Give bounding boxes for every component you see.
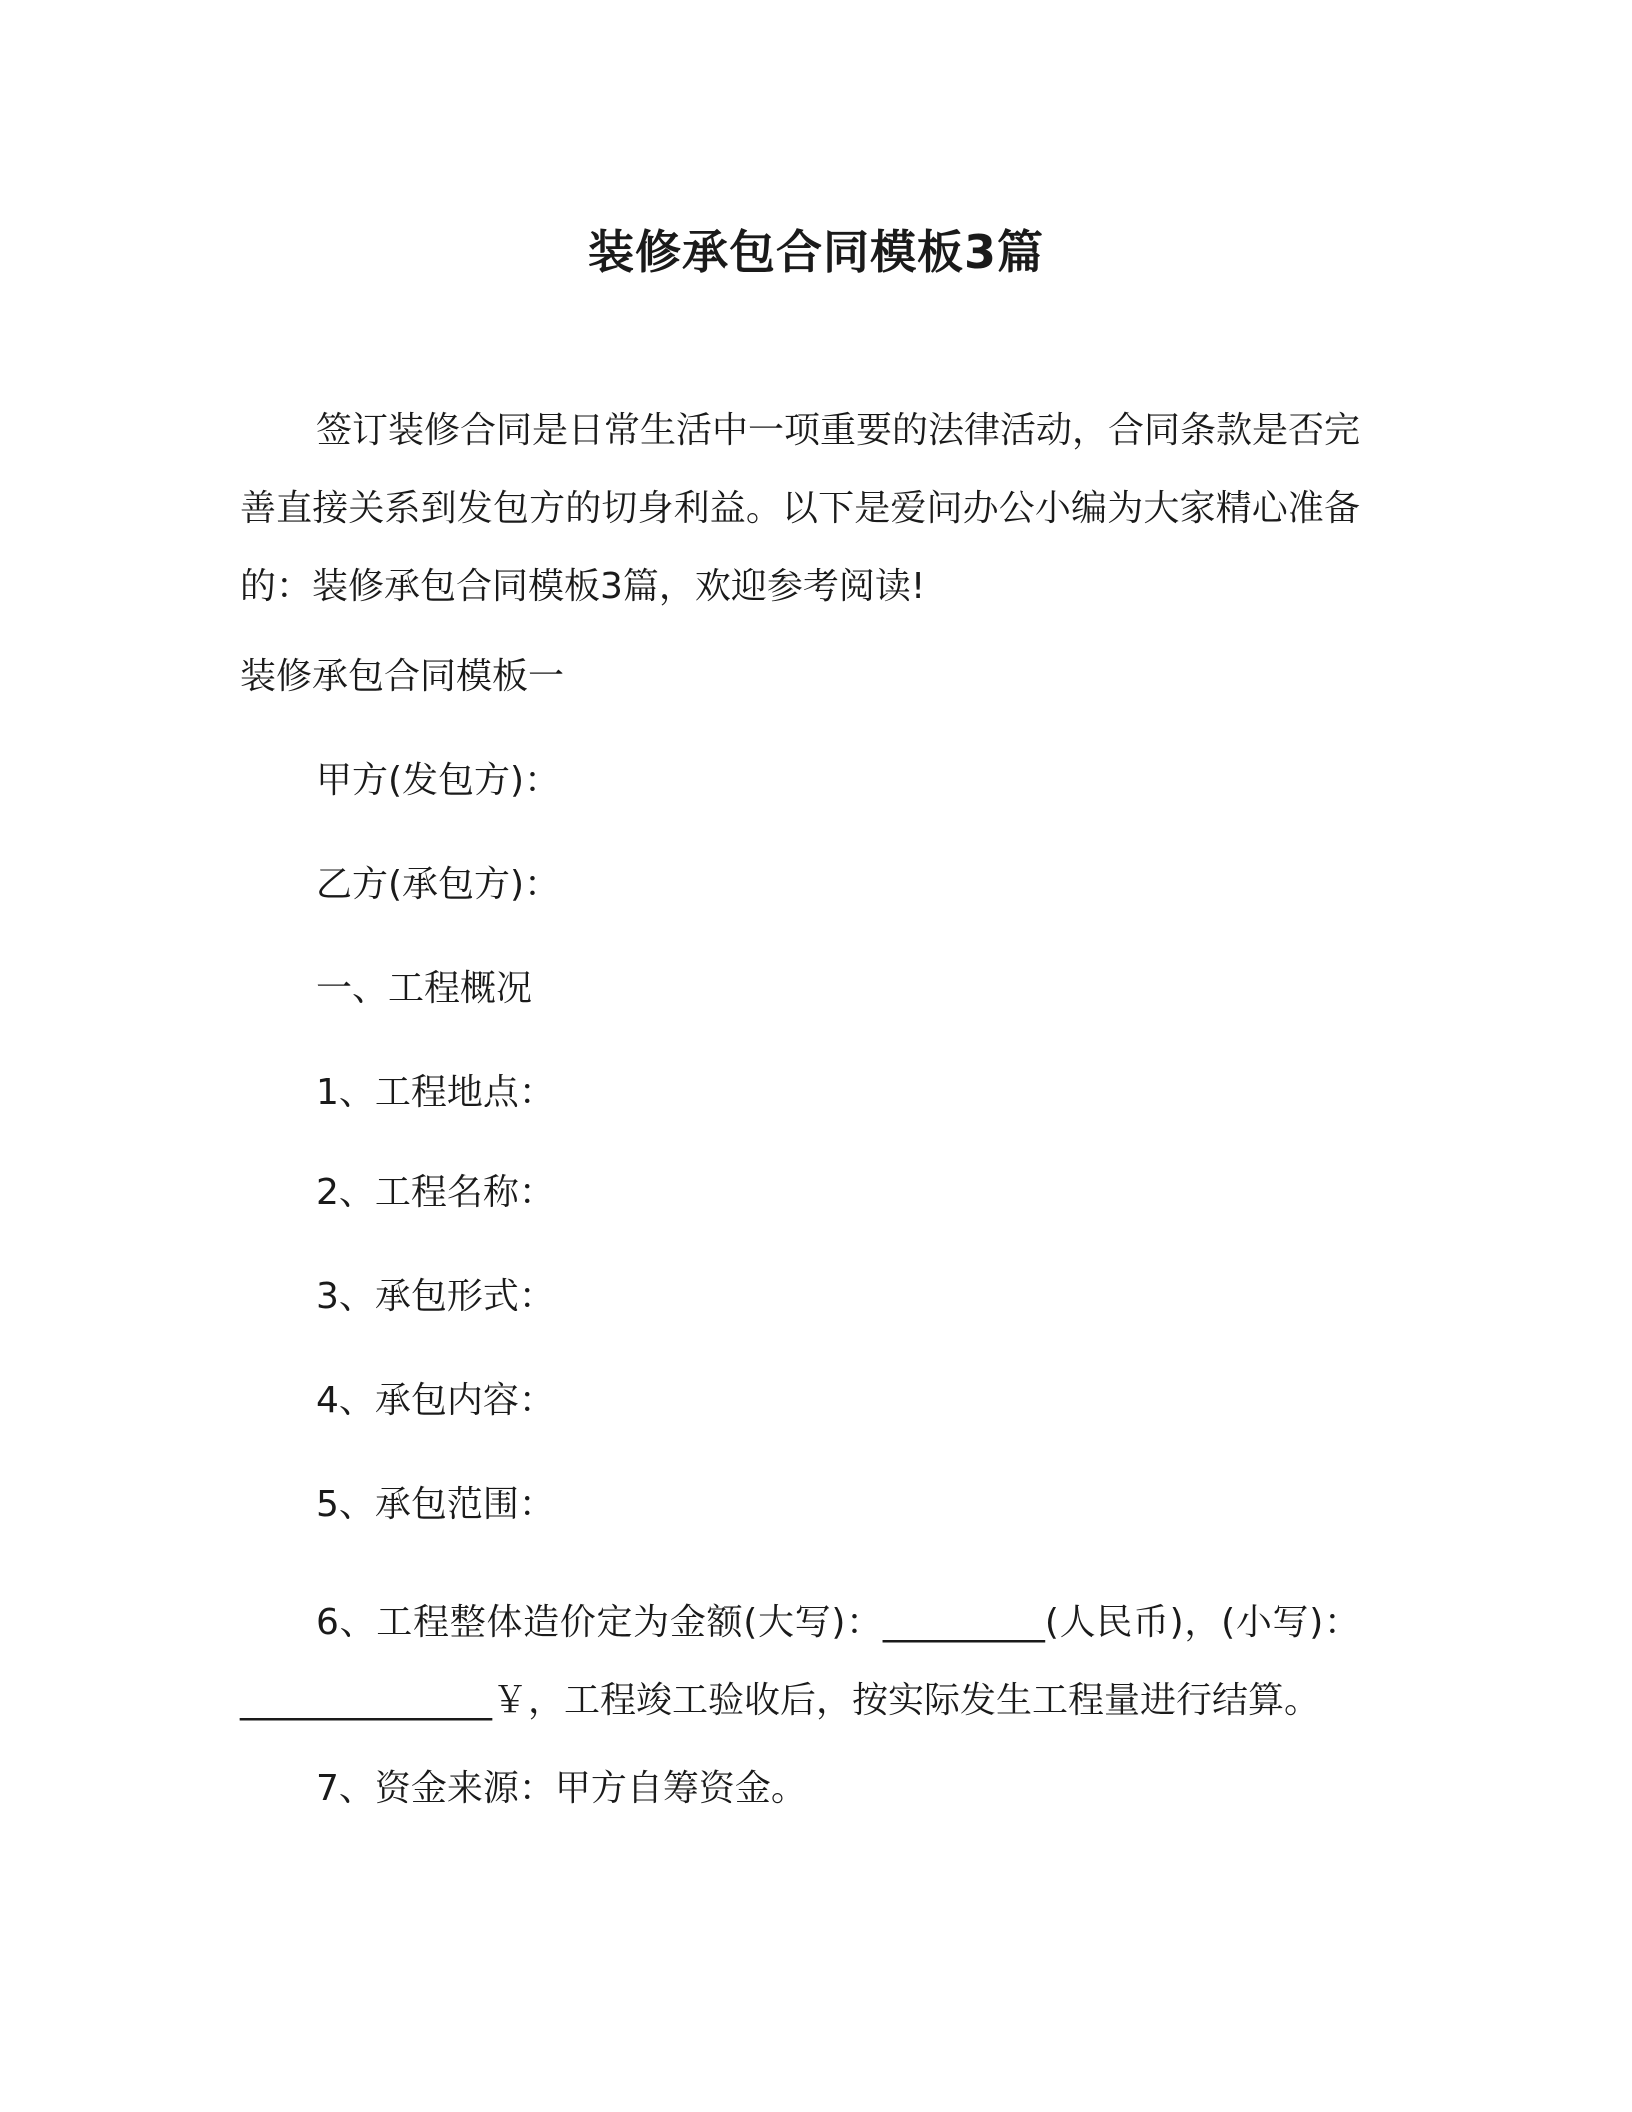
list-item: 7、资金来源：甲方自筹资金。 bbox=[316, 1768, 807, 1809]
list-item: 5、承包范围： bbox=[316, 1484, 555, 1525]
list-item: 2、工程名称： bbox=[316, 1172, 555, 1213]
list-item: 3、承包形式： bbox=[316, 1276, 555, 1317]
list-item: 4、承包内容： bbox=[316, 1380, 555, 1421]
list-item-price: 6、工程整体造价定为金额(大写)：_________(人民币)，(小写)：______________￥，工程竣工验收后，按实际发生工程量进行结算。 bbox=[240, 1602, 1360, 1721]
list-item: 1、工程地点： bbox=[316, 1072, 555, 1113]
clause-heading: 一、工程概况 bbox=[316, 968, 533, 1009]
section-heading: 装修承包合同模板一 bbox=[240, 656, 565, 697]
party-b-line: 乙方(承包方)： bbox=[316, 864, 561, 905]
party-a-line: 甲方(发包方)： bbox=[316, 760, 561, 801]
document-title: 装修承包合同模板3篇 bbox=[587, 225, 1044, 279]
intro-paragraph: 签订装修合同是日常生活中一项重要的法律活动，合同条款是否完善直接关系到发包方的切身利益。以下是爱问办公小编为大家精心准备的：装修承包合同模板3篇，欢迎参考阅读! bbox=[240, 410, 1361, 607]
